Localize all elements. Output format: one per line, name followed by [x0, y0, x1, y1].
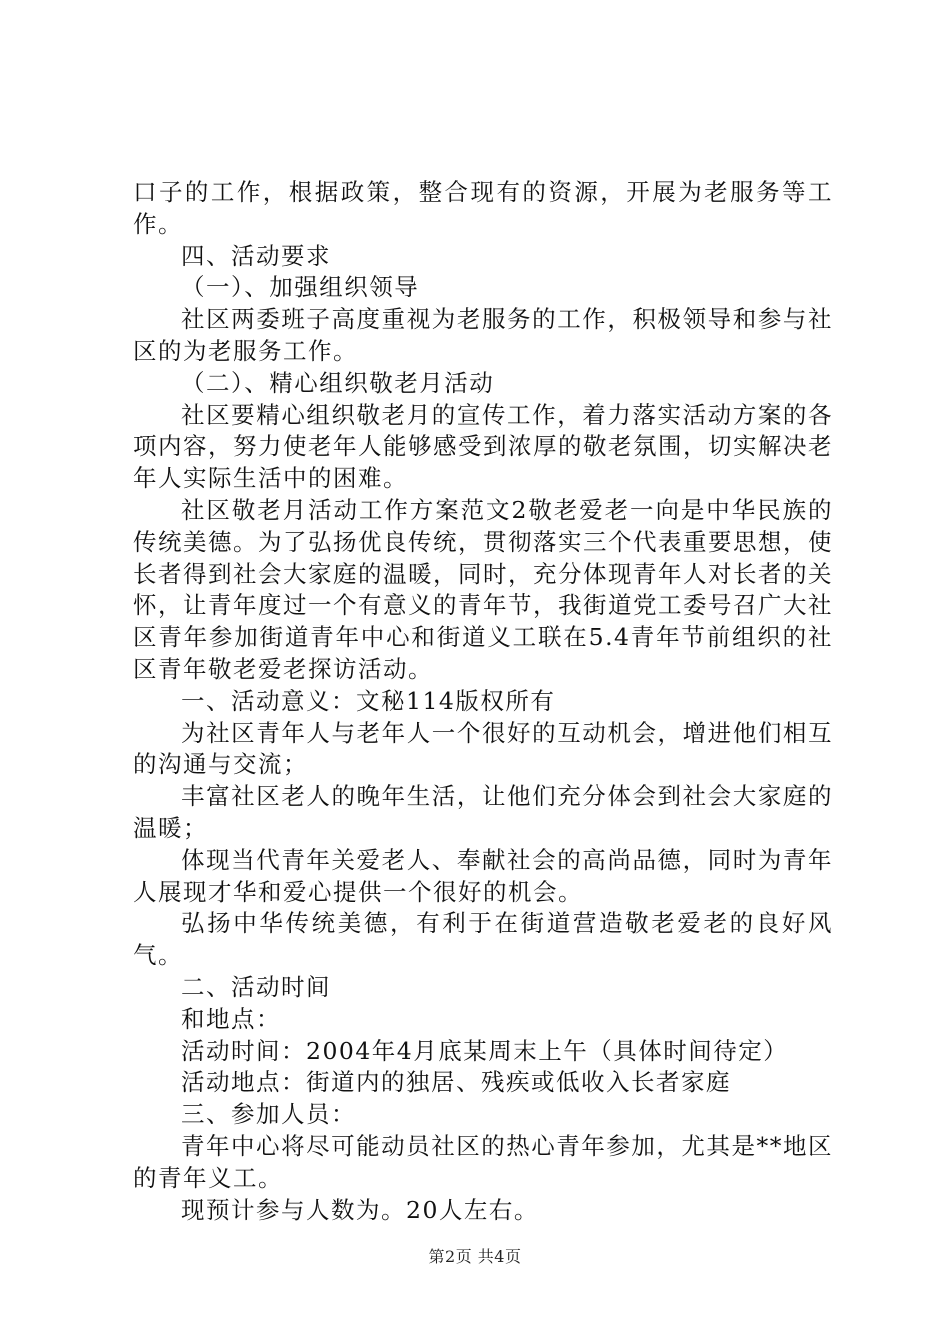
paragraph: 活动地点：街道内的独居、残疾或低收入长者家庭 [181, 1068, 731, 1097]
paragraph: 四、活动要求 [181, 241, 331, 270]
paragraph: 丰富社区老人的晚年生活，让他们充分体会到社会大家庭的温暖； [133, 782, 833, 842]
paragraph: 为社区青年人与老年人一个很好的互动机会，增进他们相互的沟通与交流； [133, 718, 833, 779]
paragraph: 二、活动时间 [181, 972, 331, 1001]
paragraph: 体现当代青年关爱老人、奉献社会的高尚品德，同时为青年人展现才华和爱心提供一个很好的机会。 [133, 845, 833, 906]
paragraph: （二）、精心组织敬老月活动 [181, 368, 495, 397]
paragraph: 社区敬老月活动工作方案范文2敬老爱老一向是中华民族的传统美德。为了弘扬优良传统，贯彻落实三个代表重要思想，使长者得到社会大家庭的温暖，同时，充分体现青年人对长者的关怀，让青年度过一个有意义的青年节，我街道党工委号召广大社区青年参加街道青年中心和街道义工联在5.4青年节前组织的社区青年敬老爱老探访活动。 [133, 495, 833, 683]
paragraph: （一）、加强组织领导 [181, 273, 420, 302]
paragraph: 活动时间：2004年4月底某周末上午（具体时间待定） [181, 1036, 789, 1065]
paragraph: 社区两委班子高度重视为老服务的工作，积极领导和参与社区的为老服务工作。 [133, 305, 833, 365]
paragraph: 弘扬中华传统美德，有利于在街道营造敬老爱老的良好风气。 [133, 909, 833, 970]
paragraph: 口子的工作，根据政策，整合现有的资源，开展为老服务等工作。 [133, 178, 833, 238]
paragraph: 三、参加人员： [181, 1100, 356, 1129]
paragraph: 现预计参与人数为。20人左右。 [181, 1195, 539, 1224]
paragraph: 青年中心将尽可能动员社区的热心青年参加，尤其是**地区的青年义工。 [133, 1131, 833, 1192]
document-body [133, 177, 833, 1226]
paragraph: 和地点： [181, 1004, 281, 1033]
paragraph: 社区要精心组织敬老月的宣传工作，着力落实活动方案的各项内容，努力使老年人能够感受到浓厚的敬老氛围，切实解决老年人实际生活中的困难。 [133, 400, 833, 493]
paragraph: 一、活动意义：文秘114版权所有 [181, 686, 556, 715]
page-footer: 第2页 共4页 [428, 1247, 522, 1266]
